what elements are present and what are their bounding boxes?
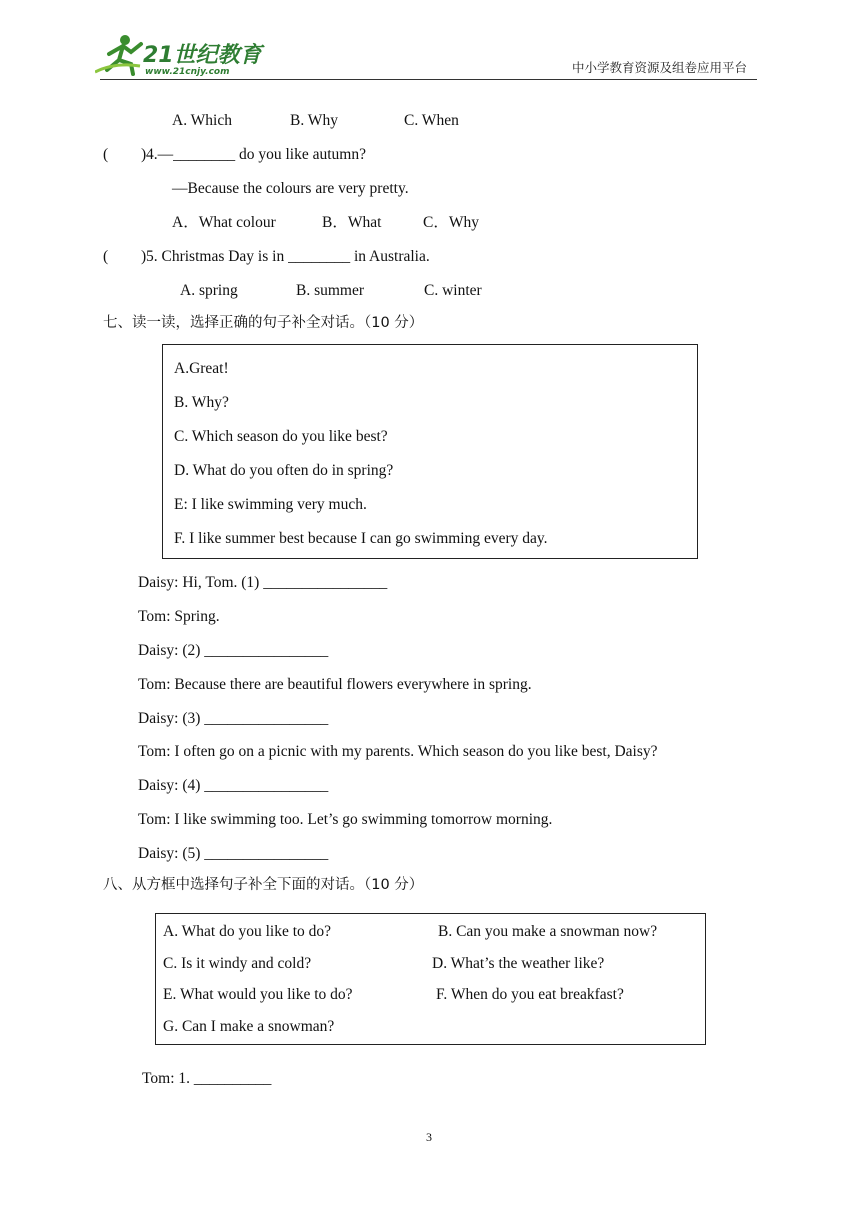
section8-choice-g: G. Can I make a snowman? <box>163 1018 335 1035</box>
logo-url: www.21cnjy.com <box>145 67 230 77</box>
section8-choice-e: E. What would you like to do? <box>163 986 353 1003</box>
q4-stem: 4.—________ do you like autumn? <box>146 146 366 163</box>
section7-title: 七、读一读，选择正确的句子补全对话。（10 分） <box>103 315 424 331</box>
q4-answer-paren-close: ) <box>141 146 147 163</box>
section7-choice-e: E: I like swimming very much. <box>174 496 367 513</box>
section8-choice-a: A. What do you like to do? <box>163 923 332 940</box>
dialogue-line: Daisy: (4) ________________ <box>138 777 329 794</box>
dialogue-line: Daisy: (2) ________________ <box>138 642 329 659</box>
dialogue-line: Tom: I often go on a picnic with my parents. Which season do you like best, Daisy? <box>138 743 658 760</box>
q4-option-a: A．What colour <box>172 214 276 231</box>
q3-option-b: B. Why <box>290 112 338 129</box>
dialogue-line: Tom: Spring. <box>138 608 220 625</box>
section7-choice-d: D. What do you often do in spring? <box>174 462 394 479</box>
section8-dialogue-line: Tom: 1. __________ <box>142 1070 272 1087</box>
q4-option-b: B．What <box>322 214 382 231</box>
dialogue-line: Daisy: (5) ________________ <box>138 845 329 862</box>
q3-option-c: C. When <box>404 112 459 129</box>
section7-choice-f: F. I like summer best because I can go swimming every day. <box>174 530 548 547</box>
site-logo <box>95 32 265 78</box>
section8-choice-d: D. What’s the weather like? <box>432 955 605 972</box>
q5-answer-paren-open: ( <box>103 248 109 265</box>
runner-logo-icon <box>95 32 265 78</box>
dialogue-line: Daisy: (3) ________________ <box>138 710 329 727</box>
q4-answer-paren-open: ( <box>103 146 109 163</box>
platform-label: 中小学教育资源及组卷应用平台 <box>572 60 748 75</box>
dialogue-line: Tom: Because there are beautiful flowers everywhere in spring. <box>138 676 532 693</box>
section7-choice-b: B. Why? <box>174 394 229 411</box>
page-number: 3 <box>426 1130 432 1144</box>
q4-reply: —Because the colours are very pretty. <box>172 180 409 197</box>
section7-choice-box <box>162 344 698 559</box>
section8-title: 八、从方框中选择句子补全下面的对话。（10 分） <box>103 877 424 893</box>
dialogue-line: Daisy: Hi, Tom. (1) ________________ <box>138 574 388 591</box>
q5-option-c: C. winter <box>424 282 482 299</box>
logo-text: 21世纪教育 <box>143 43 262 68</box>
section8-choice-f: F. When do you eat breakfast? <box>436 986 624 1003</box>
q5-option-b: B. summer <box>296 282 365 299</box>
header-divider <box>100 79 757 80</box>
section7-choice-c: C. Which season do you like best? <box>174 428 388 445</box>
section8-choice-b: B. Can you make a snowman now? <box>438 923 658 940</box>
q5-answer-paren-close: ) <box>141 248 147 265</box>
dialogue-line: Tom: I like swimming too. Let’s go swimming tomorrow morning. <box>138 811 553 828</box>
q5-stem: 5. Christmas Day is in ________ in Australia. <box>146 248 430 265</box>
section8-choice-c: C. Is it windy and cold? <box>163 955 312 972</box>
q5-option-a: A. spring <box>180 282 238 299</box>
section7-choice-a: A.Great! <box>174 360 229 377</box>
q3-option-a: A. Which <box>172 112 232 129</box>
q4-option-c: C．Why <box>423 214 479 231</box>
